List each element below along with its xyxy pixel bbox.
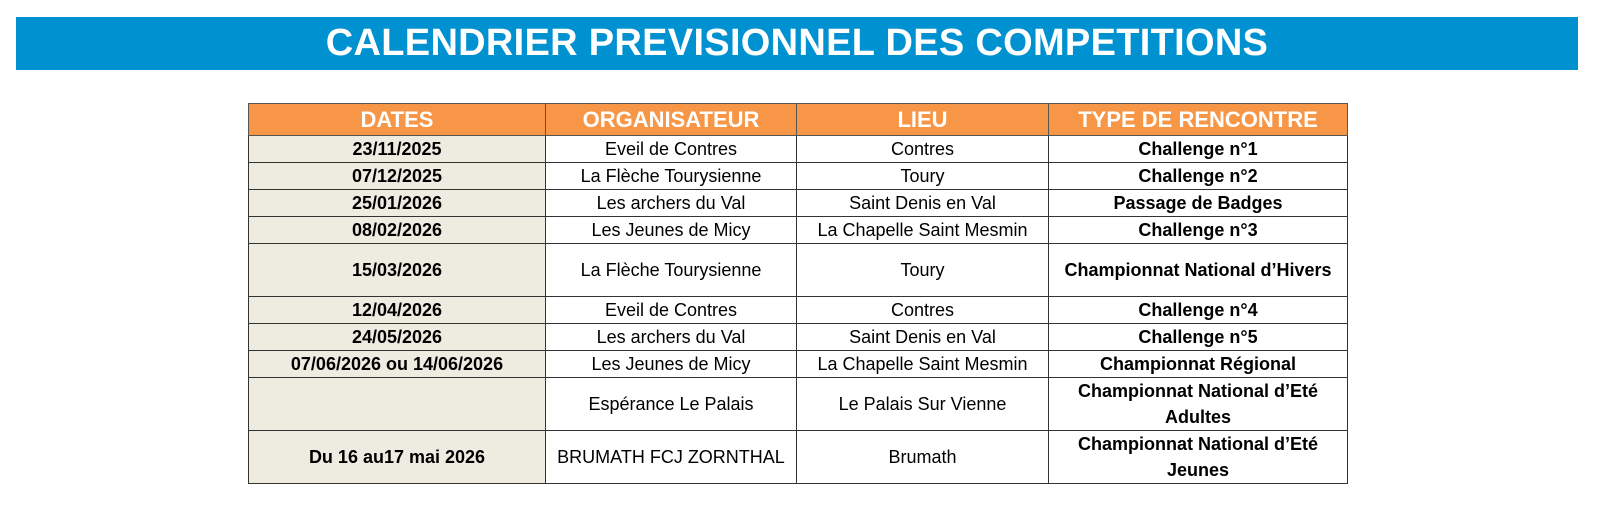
lieu-cell: La Chapelle Saint Mesmin xyxy=(797,351,1049,378)
organisateur-cell: Eveil de Contres xyxy=(546,297,797,324)
table-row xyxy=(249,136,1348,163)
table-row xyxy=(249,297,1348,324)
date-cell: 07/12/2025 xyxy=(249,163,546,190)
lieu-cell: Toury xyxy=(797,163,1049,190)
organisateur-cell: BRUMATH FCJ ZORNTHAL xyxy=(546,431,797,484)
organisateur-cell: La Flèche Tourysienne xyxy=(546,163,797,190)
type-cell: Championnat National d’Eté Adultes xyxy=(1049,378,1348,431)
header-organisateur: ORGANISATEUR xyxy=(546,104,797,136)
type-cell: Passage de Badges xyxy=(1049,190,1348,217)
type-cell: Challenge n°4 xyxy=(1049,297,1348,324)
header-dates: DATES xyxy=(249,104,546,136)
type-cell: Championnat Régional xyxy=(1049,351,1348,378)
organisateur-cell: Les archers du Val xyxy=(546,190,797,217)
lieu-cell: Contres xyxy=(797,297,1049,324)
organisateur-cell: Les archers du Val xyxy=(546,324,797,351)
table-row xyxy=(249,190,1348,217)
table-row xyxy=(249,378,1348,431)
lieu-cell: Contres xyxy=(797,136,1049,163)
organisateur-cell: La Flèche Tourysienne xyxy=(546,244,797,297)
date-cell: 24/05/2026 xyxy=(249,324,546,351)
header-lieu: LIEU xyxy=(797,104,1049,136)
lieu-cell: Saint Denis en Val xyxy=(797,190,1049,217)
organisateur-cell: Espérance Le Palais xyxy=(546,378,797,431)
lieu-cell: Saint Denis en Val xyxy=(797,324,1049,351)
header-type: TYPE DE RENCONTRE xyxy=(1049,104,1348,136)
type-cell: Challenge n°3 xyxy=(1049,217,1348,244)
table-header-row xyxy=(249,104,1348,136)
type-cell: Challenge n°5 xyxy=(1049,324,1348,351)
organisateur-cell: Les Jeunes de Micy xyxy=(546,217,797,244)
table-row xyxy=(249,351,1348,378)
page-title: CALENDRIER PREVISIONNEL DES COMPETITIONS xyxy=(325,22,1269,64)
table-row xyxy=(249,324,1348,351)
lieu-cell: Brumath xyxy=(797,431,1049,484)
table-row xyxy=(249,163,1348,190)
date-cell: 15/03/2026 xyxy=(249,244,546,297)
organisateur-cell: Eveil de Contres xyxy=(546,136,797,163)
date-cell: Du 16 au17 mai 2026 xyxy=(249,431,546,484)
lieu-cell: Le Palais Sur Vienne xyxy=(797,378,1049,431)
table-row xyxy=(249,431,1348,484)
date-cell: 07/06/2026 ou 14/06/2026 xyxy=(249,351,546,378)
lieu-cell: Toury xyxy=(797,244,1049,297)
type-cell: Challenge n°2 xyxy=(1049,163,1348,190)
date-cell: 12/04/2026 xyxy=(249,297,546,324)
type-cell: Challenge n°1 xyxy=(1049,136,1348,163)
competition-calendar-table xyxy=(248,103,1348,484)
table-row xyxy=(249,244,1348,297)
date-cell xyxy=(249,378,546,431)
organisateur-cell: Les Jeunes de Micy xyxy=(546,351,797,378)
date-cell: 08/02/2026 xyxy=(249,217,546,244)
lieu-cell: La Chapelle Saint Mesmin xyxy=(797,217,1049,244)
type-cell: Championnat National d’Hivers xyxy=(1049,244,1348,297)
title-banner xyxy=(16,17,1578,70)
table-row xyxy=(249,217,1348,244)
date-cell: 23/11/2025 xyxy=(249,136,546,163)
type-cell: Championnat National d’Eté Jeunes xyxy=(1049,431,1348,484)
date-cell: 25/01/2026 xyxy=(249,190,546,217)
